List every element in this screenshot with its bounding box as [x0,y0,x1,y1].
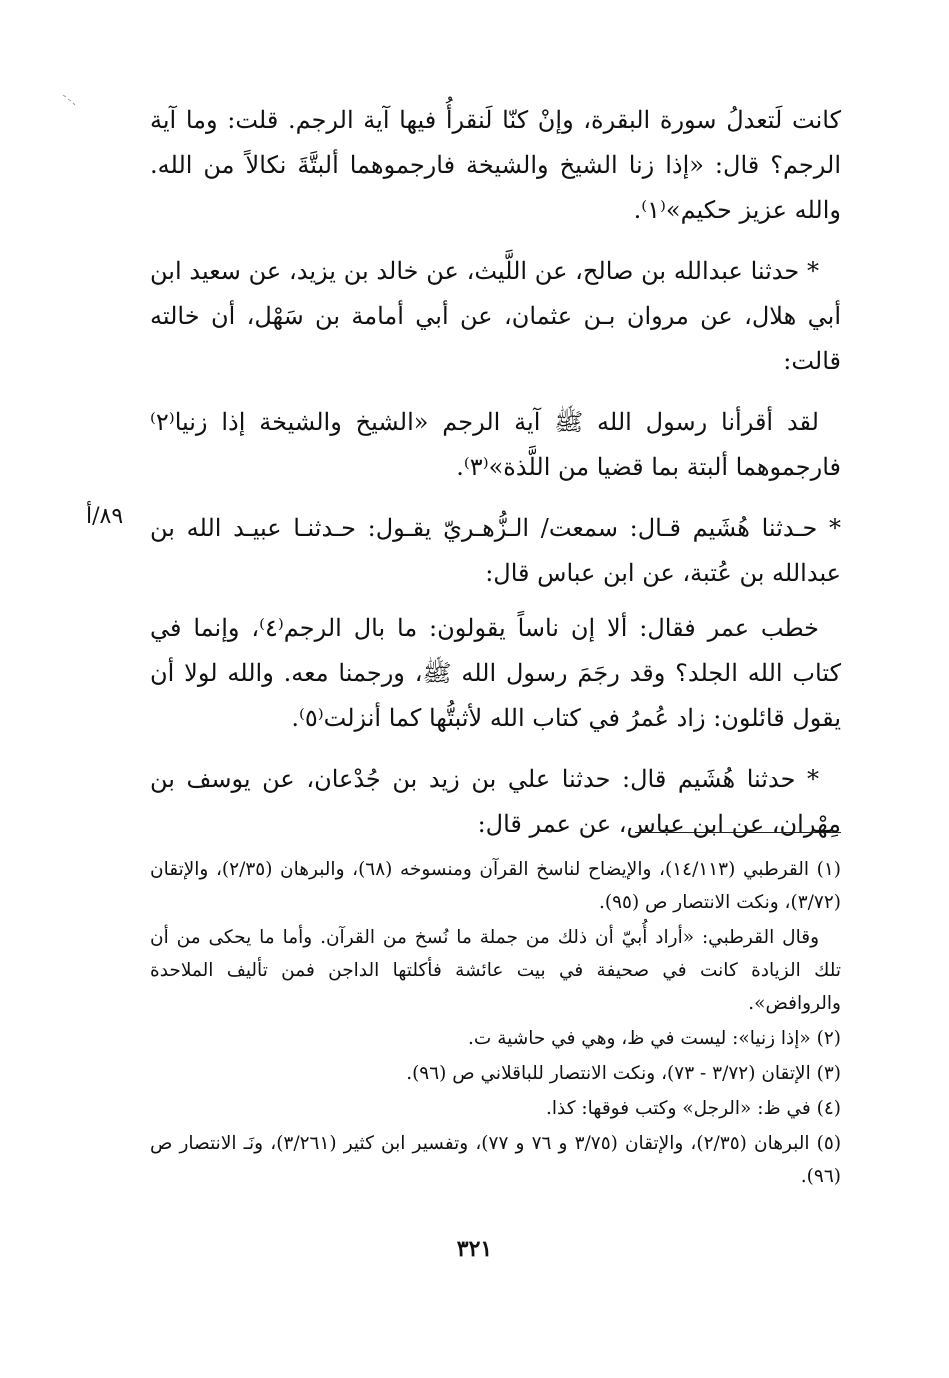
footnote-separator [635,832,841,833]
footnote-1: (١) القرطبي (١٤/١١٣)، والإيضاح لناسخ القرآن ومنسوخه (٦٨)، والبرهان (٢/٣٥)، والإتقان (٣/٧٢)، ونكت الانتصار ص (٩٥). [150,859,841,913]
footnote-4: (٤) في ظ: «الرجل» وكتب فوقها: كذا. [546,1098,841,1119]
footnote-3: (٣) الإتقان (٣/٧٢ - ٧٣)، ونكت الانتصار للباقلاني ص (٩٦). [406,1063,841,1084]
manuscript-folio-marker: ٨٩/أ [86,504,124,529]
footnote-5: (٥) البرهان (٢/٣٥)، والإتقان (٣/٧٥ و ٧٦ و ٧٧)، وتفسير ابن كثير (٣/٢٦١)، ونَـ الانتصار ص (٩٦). [150,1133,842,1187]
paragraph-hadith-text-2: خطب عمر فقال: ألا إن ناساً يقولون: ما بال الرجم⁽٤⁾، وإنما في كتاب الله الجلد؟ وقد رجَمَ رسول الله ﷺ، ورجمنا معه. والله لولا أن يقول قائلون: زاد عُمرُ في كتاب الله لأثبتُّها كما أنزلت⁽٥⁾. [150,614,841,732]
paragraph-hadith-chain-1: * حدثنا عبدالله بن صالح، عن اللَّيث، عن خالد بن يزيد، عن سعيد ابن أبي هلال، عن مروان بـن عثمان، عن أبي أمامة بن سَهْل، أن خالته قالت: [150,257,841,375]
paragraph-hadith-chain-3: * حدثنا هُشَيم قال: حدثنا علي بن زيد بن جُدْعان، عن يوسف بن مِهْران، عن ابن عباس، عن عمر قال: [150,765,841,838]
footnote-2: (٢) «إذا زنيا»: ليست في ظ، وهي في حاشية ت. [468,1028,841,1049]
page-number: ٣٢١ [456,1236,493,1262]
paragraph-verse-continuation: كانت لَتعدلُ سورة البقرة، وإنْ كنّا لَنقرأُ فيها آية الرجم. قلت: وما آية الرجم؟ قال: «إذا زنا الشيخ والشيخة فارجموهما ألبتَّةَ نكالاً من الله. والله عزيز حكيم»⁽١⁾. [150,106,841,224]
footnote-1-continuation: وقال القرطبي: «أراد أُبيّ أن ذلك من جملة ما نُسخ من القرآن. وأما ما يحكى من أن تلك الزيادة كانت في صحيفة في بيت عائشة فأكلتها الداجن فمن تأليف الملاحدة والروافض». [150,927,841,1014]
paragraph-hadith-text-1: لقد أقرأنا رسول الله ﷺ آية الرجم «الشيخ والشيخة إذا زنيا⁽٢⁾ فارجموهما ألبتة بما قضيا من اللَّذة»⁽٣⁾. [150,408,841,481]
scan-speck-mark [62,94,76,106]
main-text [150,98,841,863]
paragraph-hadith-chain-2: * حـدثنا هُشَيم قـال: سمعت/ الـزُّهـريّ يقـول: حـدثنـا عبيـد الله بن عبدالله بن عُتبة، عن ابن عباس قال: [150,514,841,587]
footnotes [150,853,841,1195]
